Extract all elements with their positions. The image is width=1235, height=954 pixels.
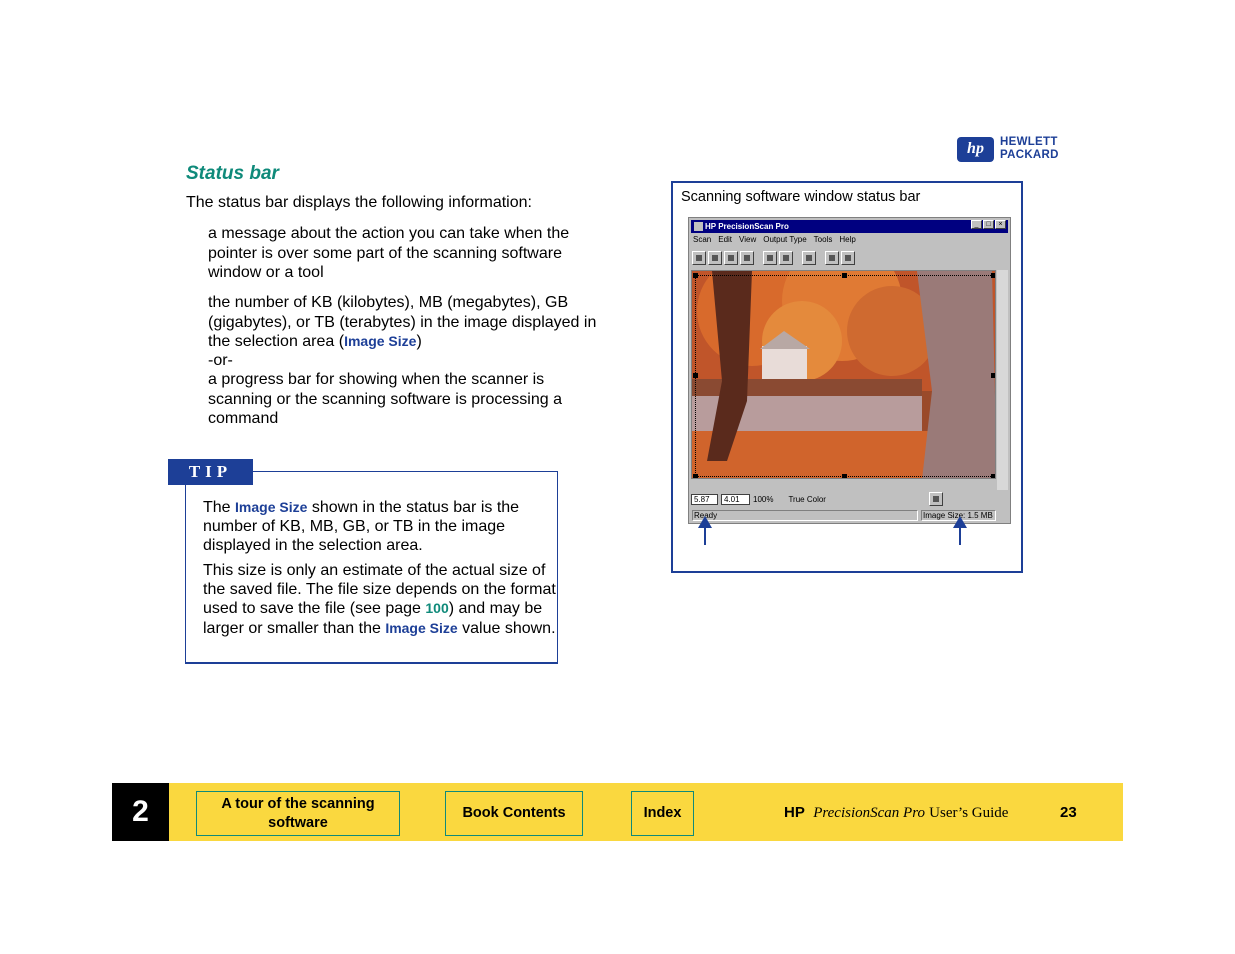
copy-icon[interactable]	[740, 251, 754, 265]
tour-button[interactable]: A tour of the scanning software	[196, 791, 400, 836]
list-item-size	[208, 293, 603, 352]
window-title: HP PrecisionScan Pro	[705, 222, 789, 231]
tip-paragraph-1	[203, 498, 563, 556]
hp-logo	[957, 136, 1059, 162]
hp-logo-line2: PACKARD	[1000, 149, 1059, 161]
index-button[interactable]: Index	[631, 791, 694, 836]
list-item-size-text: the number of KB (kilobytes), MB (megabytes), GB (gigabytes), or TB (terabytes) in the image displayed in the selection area (	[208, 294, 597, 350]
guide-product: PrecisionScan Pro	[813, 805, 925, 821]
selection-handle-right[interactable]	[991, 373, 996, 378]
chapter-number: 2	[112, 783, 169, 841]
zoom-level: 100%	[753, 494, 774, 504]
maximize-icon[interactable]: □	[983, 220, 994, 229]
tip-p1-after: shown in the status bar is the number of KB, MB, GB, or TB in the image displayed in the selection area.	[203, 499, 520, 555]
minimize-icon[interactable]: _	[971, 220, 982, 229]
guide-rest: User’s Guide	[929, 805, 1009, 821]
save-icon[interactable]	[724, 251, 738, 265]
section-intro: The status bar displays the following information:	[186, 194, 532, 211]
tip-tab: TIP	[168, 459, 253, 485]
selection-handle-top[interactable]	[842, 273, 847, 278]
book-contents-button[interactable]: Book Contents	[445, 791, 583, 836]
selection-handle-bottom[interactable]	[842, 474, 847, 479]
scan-preview-image[interactable]	[691, 270, 996, 479]
hp-logo-text	[1000, 136, 1059, 162]
tip-image-size-link[interactable]: Image Size	[235, 499, 308, 515]
settings-icon[interactable]	[825, 251, 839, 265]
height-field[interactable]: 4.01	[721, 494, 750, 505]
hp-logo-badge-text: hp	[967, 140, 984, 157]
close-icon[interactable]: ×	[995, 220, 1006, 229]
status-image-size: Image Size: 1.5 MB	[921, 510, 996, 521]
hp-logo-badge	[957, 137, 994, 162]
guide-hp: HP	[784, 804, 805, 821]
page-100-link[interactable]: 100	[425, 600, 449, 617]
selection-handle-top-right[interactable]	[991, 273, 996, 278]
tip-image-size-link-2[interactable]: Image Size	[385, 619, 458, 636]
rotate-icon[interactable]	[763, 251, 777, 265]
hp-logo-line1: HEWLETT	[1000, 136, 1058, 148]
list-item-message: a message about the action you can take when the pointer is over some part of the scanning software window or a tool	[208, 225, 570, 281]
toolbar	[692, 249, 855, 267]
tip-p2-before: This size is only an estimate of the actual size of the saved file. The file size depends on the format used to save the file (see page	[203, 562, 556, 618]
width-field[interactable]: 5.87	[691, 494, 718, 505]
selection-handle-left[interactable]	[693, 373, 698, 378]
tip-paragraph-2	[203, 561, 563, 638]
selection-handle-bottom-right[interactable]	[991, 474, 996, 479]
app-icon	[694, 222, 703, 231]
menu-help[interactable]: Help	[839, 235, 856, 244]
list-item-size-close: )	[416, 333, 422, 350]
selection-handle-bottom-left[interactable]	[693, 474, 698, 479]
help-pointer-icon[interactable]	[841, 251, 855, 265]
output-type-label: True Color	[788, 494, 826, 504]
info-bar	[691, 492, 1008, 506]
new-scan-icon[interactable]	[692, 251, 706, 265]
vertical-scrollbar[interactable]	[997, 270, 1008, 490]
menu-tools[interactable]: Tools	[813, 235, 833, 244]
arrow-stem-left	[704, 526, 706, 545]
menu-output-type[interactable]: Output Type	[763, 235, 807, 244]
tip-p2-mid: ) and may be larger or smaller than the	[203, 600, 543, 637]
menu-bar	[693, 235, 856, 247]
or-separator: -or-	[208, 352, 233, 369]
move-icon[interactable]	[779, 251, 793, 265]
page-number: 23	[1060, 804, 1077, 821]
accept-scan-icon[interactable]	[708, 251, 722, 265]
scanner-window	[688, 217, 1011, 524]
window-title-bar	[691, 220, 1008, 233]
menu-edit[interactable]: Edit	[718, 235, 733, 244]
arrow-stem-right	[959, 526, 961, 545]
selection-area[interactable]	[695, 275, 996, 477]
tip-p2-after: value shown.	[457, 619, 556, 637]
menu-view[interactable]: View	[739, 235, 757, 244]
image-size-link[interactable]: Image Size	[344, 333, 417, 349]
list-item-progress: a progress bar for showing when the scanner is scanning or the scanning software is processing a command	[208, 371, 562, 427]
menu-scan[interactable]: Scan	[693, 235, 712, 244]
selection-handle-top-left[interactable]	[693, 273, 698, 278]
section-heading: Status bar	[186, 163, 279, 184]
figure-caption: Scanning software window status bar	[681, 189, 921, 205]
print-icon[interactable]	[802, 251, 816, 265]
color-icon[interactable]	[929, 492, 943, 506]
status-message: Ready	[692, 510, 918, 521]
guide-title	[784, 804, 1008, 822]
tip-p1-before: The	[203, 499, 236, 516]
